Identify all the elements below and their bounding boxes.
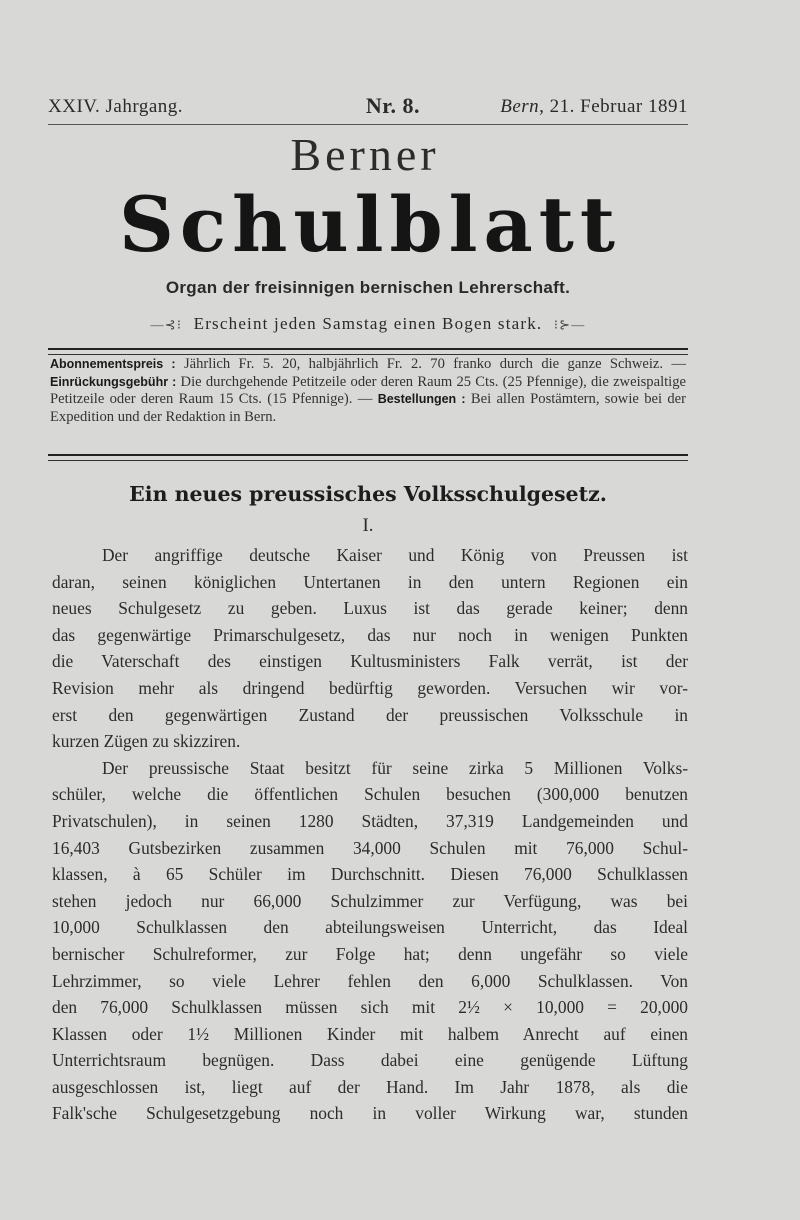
date-label: 21. Februar 1891 [544,96,688,117]
place-label: Bern, [500,96,545,117]
ornament-left: —⊰⁝ [150,317,183,332]
text-line: ausgeschlossen ist, liegt auf der Hand. Im Jahr 1878, als die [52,1076,688,1097]
fee-label: Einrückungsgebühr : [50,374,177,389]
masthead-rule [48,124,688,125]
text-line: die Vaterschaft des einstigen Kultusministers Falk verrät, ist der [52,651,688,672]
issue-number: Nr. 8. [365,93,421,118]
text-line: schüler, welche die öffentlichen Schulen besuchen (300,000 benutzen [52,784,688,805]
text-line: Unterrichtsraum begnügen. Dass dabei eine genügende Lüftung [52,1050,688,1071]
text-line: daran, seinen königlichen Untertanen in den untern Regionen ein [52,571,688,592]
text-line: erst den gegenwärtigen Zustand der preussischen Volksschule in [52,704,688,725]
subtitle: Organ der freisinnigen bernischen Lehrerschaft. [165,278,571,297]
article-headline: Ein neues preussisches Volksschulgesetz. [129,482,607,506]
text-line: Falk'sche Schulgesetzgebung noch in voller Wirkung war, stunden [52,1103,688,1124]
ornament-right: ⁝⊱— [553,317,586,332]
text-line: Der angriffige deutsche Kaiser und König von Preussen ist [102,545,688,565]
text-line: 16,403 Gutsbezirken zusammen 34,000 Schulen mit 76,000 Schul- [52,837,688,858]
text-line: das gegenwärtige Primarschulgesetz, das nur noch in wenigen Punkten [52,624,688,645]
text-line: Revision mehr als dringend bedürftig geworden. Versuchen wir vor- [52,677,688,698]
orders-text: Bei allen Postämtern, sowie bei der Expedition und der Redaktion in Bern. [50,391,686,425]
text-line: Privatschulen), in seinen 1280 Städten, 37,319 Landgemeinden und [52,810,688,831]
title-small: Berner [290,129,440,180]
issue-date [500,96,688,118]
price-text: Jährlich Fr. 5. 20, halbjährlich Fr. 2. 70 franko durch die ganze Schweiz. — [175,356,686,372]
text-line: Der preussische Staat besitzt für seine zirka 5 Millionen Volks- [102,757,688,778]
text-line: den 76,000 Schulklassen müssen sich mit 2½ × 10,000 = 20,000 [52,997,688,1018]
section-number: I. [362,515,374,536]
text-line: stehen jedoch nur 66,000 Schulzimmer zur Verfügung, was bei [52,890,688,911]
volume-label: XXIV. Jahrgang. [48,96,184,117]
masthead-topline [48,93,688,120]
article-body [52,542,688,1127]
text-line: klassen, à 65 Schüler im Durchschnitt. Diesen 76,000 Schulklassen [52,864,688,885]
double-rule-bottom [48,454,688,461]
price-label: Abonnementspreis : [50,357,176,371]
fee-text: Die durchgehende Petitzeile oder deren Raum 25 Cts. (25 Pfennige), die zweispaltige Petitzeile oder deren Raum 15 Cts. (15 Pfennige). — [50,373,687,408]
schedule-text: Erscheint jeden Samstag einen Bogen stark. [193,314,543,333]
text-line: neues Schulgesetz zu geben. Luxus ist das gerade keiner; denn [52,598,688,619]
schedule-line [48,314,688,334]
title-large: Schulblatt [118,180,621,269]
subscription-block [50,356,686,426]
text-line: kurzen Zügen zu skizziren. [52,731,241,752]
text-line: bernischer Schulreformer, zur Folge hat; denn ungefähr so viele [52,943,688,964]
text-line: 10,000 Schulklassen den abteilungsweisen Unterricht, das Ideal [52,917,688,938]
double-rule-top [48,348,688,355]
text-line: Lehrzimmer, so viele Lehrer fehlen den 6,000 Schulklassen. Von [52,970,688,991]
text-line: Klassen oder 1½ Millionen Kinder mit halbem Anrecht auf einen [52,1023,688,1044]
orders-label: Bestellungen : [377,392,466,407]
